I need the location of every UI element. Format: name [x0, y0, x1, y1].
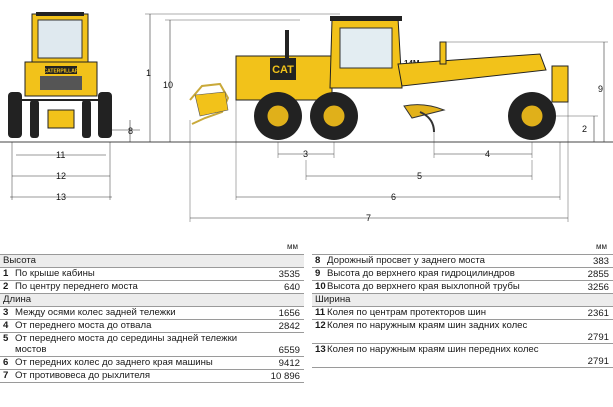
spec-row — [0, 369, 304, 383]
callout-12: 12 — [56, 171, 67, 181]
spec-row — [0, 306, 304, 319]
spec-row — [0, 332, 304, 356]
callout-5: 5 — [417, 171, 423, 181]
section-width-title: Ширина — [312, 293, 613, 306]
spec-label: Высота до верхнего края выхлопной трубы — [327, 281, 520, 292]
spec-row — [0, 280, 304, 293]
callout-8: 8 — [128, 126, 134, 136]
spec-label: От противовеса до рыхлителя — [15, 370, 151, 381]
spec-label: По крыше кабины — [15, 268, 95, 279]
section-length-title: Длина — [0, 293, 304, 306]
spec-row — [312, 267, 613, 280]
spec-label: От переднего моста до отвала — [15, 320, 152, 331]
spec-value: 10 896 — [270, 371, 300, 382]
spec-num: 8 — [315, 255, 321, 266]
spec-value: 2855 — [587, 269, 609, 280]
spec-row — [312, 280, 613, 293]
spec-row — [0, 319, 304, 332]
spec-value: 383 — [592, 256, 609, 267]
spec-value: 2361 — [587, 308, 609, 319]
spec-num: 1 — [3, 268, 9, 279]
spec-label: Высота до верхнего края гидроцилиндров — [327, 268, 515, 279]
spec-value: 3256 — [587, 282, 609, 293]
spec-value: 1656 — [278, 308, 300, 319]
spec-value: 2791 — [587, 332, 609, 343]
spec-value: 2842 — [278, 321, 300, 332]
left-units: мм — [287, 242, 298, 251]
spec-value: 640 — [283, 282, 300, 293]
front-view — [8, 12, 112, 138]
spec-label: Дорожный просвет у заднего моста — [327, 255, 485, 266]
spec-num: 5 — [3, 333, 9, 344]
spec-row — [0, 356, 304, 369]
spec-num: 3 — [3, 307, 9, 318]
spec-label: Между осями колес задней тележки — [15, 307, 176, 318]
spec-label: По центру переднего моста — [15, 281, 138, 292]
callout-11: 11 — [56, 150, 66, 160]
callout-4: 4 — [485, 149, 491, 159]
spec-num: 7 — [3, 370, 9, 381]
spec-label: Колея по центрам протекторов шин — [327, 307, 487, 318]
spec-num: 11 — [315, 307, 326, 318]
spec-num: 2 — [3, 281, 9, 292]
spec-value: 2791 — [587, 356, 609, 367]
spec-row — [312, 319, 613, 343]
cat-logo: CAT — [272, 64, 294, 76]
callout-1: 1 — [146, 68, 152, 78]
spec-num: 4 — [3, 320, 9, 331]
spec-label: От передних колес до заднего края машины — [15, 357, 213, 368]
spec-row — [0, 267, 304, 280]
callout-9: 9 — [598, 84, 604, 94]
callout-6: 6 — [391, 192, 397, 202]
right-units: мм — [596, 242, 607, 251]
callout-13: 13 — [56, 192, 67, 202]
spec-num: 6 — [3, 357, 9, 368]
callout-2: 2 — [582, 124, 588, 134]
spec-row — [312, 306, 613, 319]
callout-3: 3 — [303, 149, 309, 159]
spec-value: 9412 — [278, 358, 300, 369]
spec-label: Колея по наружным краям шин передних колес — [327, 344, 539, 355]
left-spec-column — [0, 240, 304, 383]
front-logo: CATERPILLAR — [43, 68, 79, 75]
callout-10: 10 — [163, 80, 174, 90]
spec-label: От переднего моста до середины задней тележки мостов — [15, 333, 238, 355]
front-view-dimensions — [10, 120, 140, 202]
spec-tables — [0, 240, 613, 407]
spec-value: 3535 — [278, 269, 300, 280]
spec-num: 12 — [315, 320, 326, 331]
spec-num: 10 — [315, 281, 326, 292]
spec-row — [312, 254, 613, 267]
section-height-title: Высота — [0, 254, 304, 267]
side-view — [190, 16, 568, 140]
spec-row — [312, 343, 613, 368]
spec-value: 6559 — [278, 345, 300, 356]
spec-num: 13 — [315, 344, 326, 355]
callout-7: 7 — [366, 213, 372, 223]
spec-label: Колея по наружным краям шин задних колес — [327, 320, 528, 331]
spec-num: 9 — [315, 268, 321, 279]
right-spec-column — [312, 240, 613, 368]
